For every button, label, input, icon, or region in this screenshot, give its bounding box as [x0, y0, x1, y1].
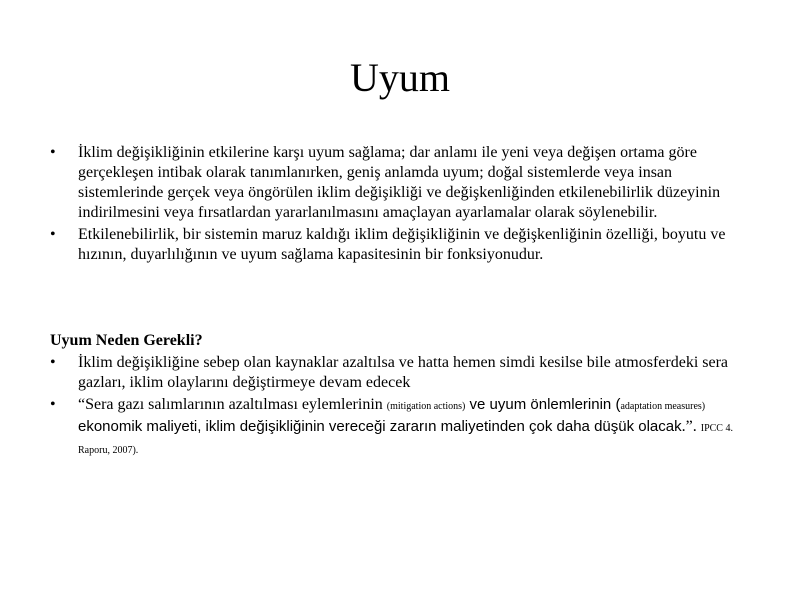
bullet-icon: •	[50, 396, 56, 413]
bullet-list-why	[50, 353, 760, 463]
quote-part-3: ekonomik maliyeti, iklim değişikliğinin vereceği zararın maliyetinden çok daha düşük olacak	[78, 418, 682, 435]
section-heading: Uyum Neden Gerekli?	[50, 332, 203, 349]
slide-title: Uyum	[350, 55, 450, 100]
bullet-list-intro	[50, 143, 760, 267]
list-item	[50, 143, 760, 223]
bullet-icon: •	[50, 144, 56, 161]
quote-part-1: “Sera gazı salımlarının azaltılması eylemlerinin	[78, 396, 387, 413]
adaptation-note: adaptation measures)	[620, 401, 706, 412]
quote-part-2: ve uyum önlemlerinin (	[465, 396, 621, 413]
citation: IPCC 4. Raporu, 2007).	[78, 423, 733, 456]
bullet-text: İklim değişikliğine sebep olan kaynaklar azaltılsa ve hatta hemen simdi kesilse bile atmosferdeki sera gazları, iklim olaylarını değiştirmeye devam edecek	[78, 354, 729, 391]
mitigation-note: (mitigation actions)	[386, 401, 466, 412]
list-item	[50, 353, 760, 393]
quote-part-4: .”.	[681, 418, 701, 435]
list-item	[50, 225, 760, 265]
bullet-icon: •	[50, 226, 56, 243]
list-item	[50, 395, 760, 461]
bullet-icon: •	[50, 354, 56, 371]
bullet-text: Etkilenebilirlik, bir sistemin maruz kaldığı iklim değişikliğinin ve değişkenliğinin özelliği, boyutu ve hızının, duyarlılığının ve uyum sağlama kapasitesinin bir fonksiyonudur.	[78, 226, 726, 263]
bullet-text: İklim değişikliğinin etkilerine karşı uyum sağlama; dar anlamı ile yeni veya değişen ortama göre gerçekleşen intibak olarak tanımlanırken, geniş anlamda uyum; doğal sistemlerde veya insan sistemlerinde gerçek veya öngörülen iklim değişikliği ve değişkenliğinden etkilenebilirlik düzeyinin indirilmesini veya fırsatlardan yararlanılmasını amaçlayan ayarlamalar olarak söylenebilir.	[78, 144, 721, 221]
quote-text	[78, 396, 733, 457]
